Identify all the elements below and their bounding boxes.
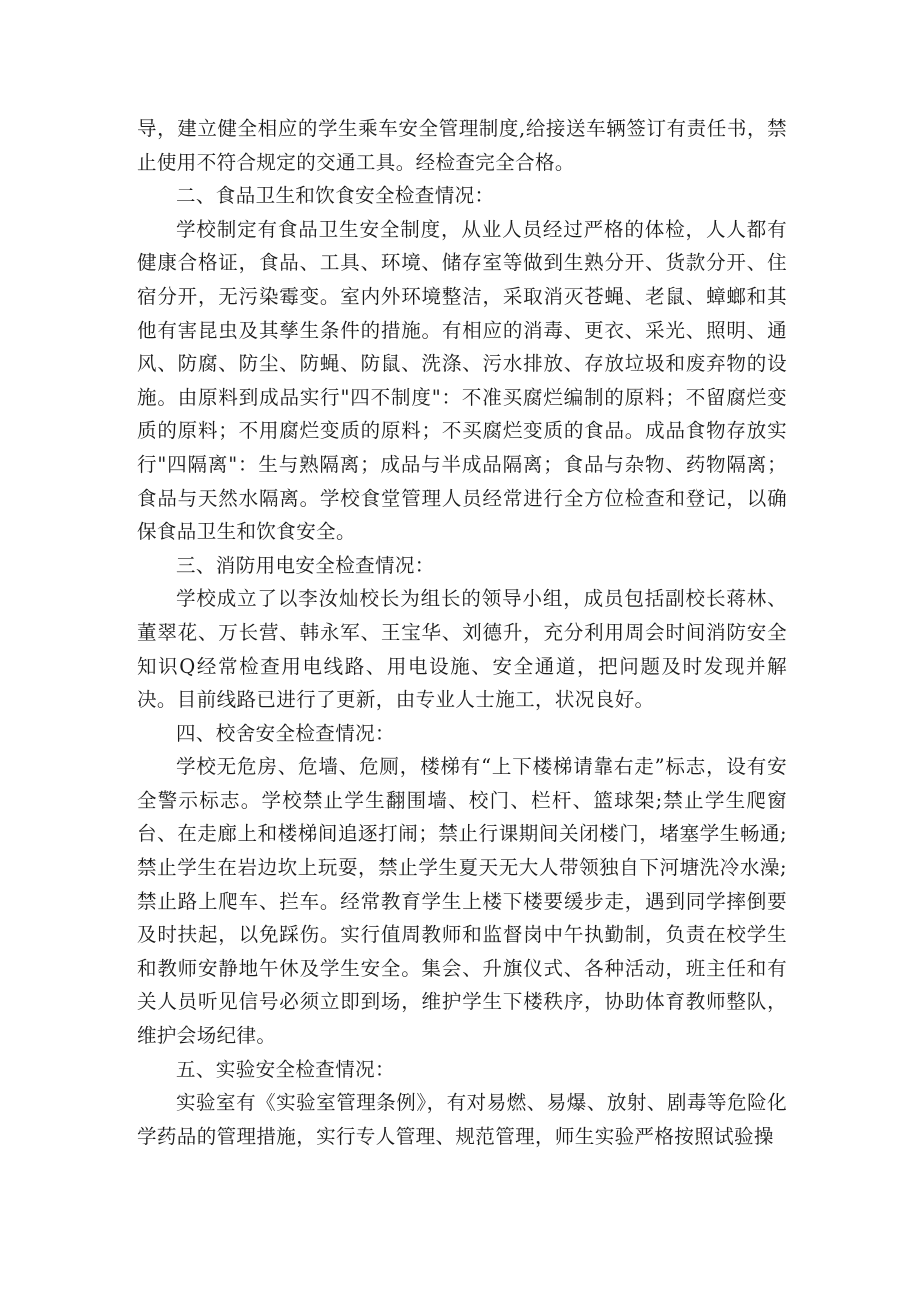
paragraph-continuation: 导，建立健全相应的学生乘车安全管理制度,给接送车辆签订有责任书，禁止使用不符合规定的交通工具。经检查完全合格。	[137, 117, 787, 174]
section-heading-building-safety: 四、校舍安全检查情况：	[176, 721, 395, 745]
section-heading-lab-safety: 五、实验安全检查情况：	[176, 1057, 395, 1081]
paragraph-lab-safety: 实验室有《实验室管理条例》，有对易燃、易爆、放射、剧毒等危险化学药品的管理措施，实行专人管理、规范管理，师生实验严格按照试验操	[137, 1091, 787, 1148]
paragraph-building-safety: 学校无危房、危墙、危厕，楼梯有“上下楼梯请靠右走”标志，设有安全警示标志。学校禁止学生翻围墙、校门、栏杆、篮球架;禁止学生爬窗台、在走廊上和楼梯间追逐打闹；禁止行课期间关闭楼门，堵塞学生畅通;禁止学生在岩边坎上玩耍，禁止学生夏天无大人带领独自下河塘洗冷水澡;禁止路上爬车、拦车。经常教育学生上楼下楼要缓步走，遇到同学摔倒要及时扶起，以免踩伤。实行值周教师和监督岗中午执勤制，负责在校学生和教师安静地午休及学生安全。集会、升旗仪式、各种活动，班主任和有关人员听见信号必须立即到场，维护学生下楼秩序，协助体育教师整队，维护会场纪律。	[137, 755, 787, 1048]
paragraph-food-safety: 学校制定有食品卫生安全制度，从业人员经过严格的体检，人人都有健康合格证，食品、工具、环境、储存室等做到生熟分开、货款分开、住宿分开，无污染霉变。室内外环境整洁，采取消灭苍蝇、老鼠、蟑螂和其他有害昆虫及其孳生条件的措施。有相应的消毒、更衣、采光、照明、通风、防腐、防尘、防蝇、防鼠、洗涤、污水排放、存放垃圾和废弃物的设施。由原料到成品实行"四不制度"：不准买腐烂编制的原料；不留腐烂变质的原料；不用腐烂变质的原料；不买腐烂变质的食品。成品食物存放实行"四隔离"：生与熟隔离；成品与半成品隔离；食品与杂物、药物隔离；食品与天然水隔离。学校食堂管理人员经常进行全方位检查和登记，以确保食品卫生和饮食安全。	[137, 217, 787, 544]
document-body	[137, 112, 787, 1153]
paragraph-fire-electric-safety: 学校成立了以李汝灿校长为组长的领导小组，成员包括副校长蒋林、董翠花、万长营、韩永军、王宝华、刘德升，充分利用周会时间消防安全知识Q经常检查用电线路、用电设施、安全通道，把问题及时发现并解决。目前线路已进行了更新，由专业人士施工，状况良好。	[137, 587, 787, 712]
section-heading-fire-electric-safety: 三、消防用电安全检查情况：	[176, 553, 435, 577]
section-heading-food-safety: 二、食品卫生和饮食安全检查情况：	[176, 184, 495, 208]
